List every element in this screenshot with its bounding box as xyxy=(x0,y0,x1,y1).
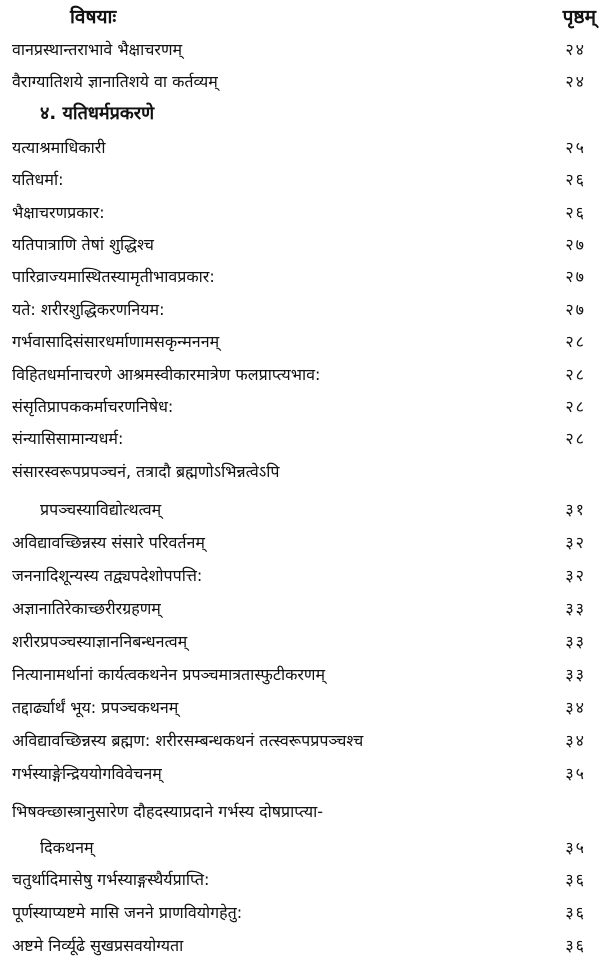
entry-page: २७ xyxy=(565,235,586,254)
entry-title: तद्दार्ढ्यार्थं भूय: प्रपञ्चकथनम् xyxy=(12,698,179,717)
list-item xyxy=(0,359,600,391)
entry-page: ३४ xyxy=(565,731,586,750)
entry-page: २८ xyxy=(565,429,586,448)
list-item xyxy=(0,758,600,790)
entry-page: ३३ xyxy=(565,665,586,684)
list-item xyxy=(0,66,600,98)
entry-page: ३६ xyxy=(565,936,586,955)
entry-page: २६ xyxy=(565,203,586,222)
entry-title: संसारस्वरूपप्रपञ्चनं, तत्रादौ ब्रह्मणोऽभिन्नत्वेऽपि xyxy=(12,462,280,481)
entry-page: ३६ xyxy=(565,870,586,889)
entry-title: अज्ञानातिरेकाच्छरीरग्रहणम् xyxy=(12,599,161,618)
entry-title: यत्याश्रमाधिकारी xyxy=(12,138,106,157)
list-item xyxy=(0,626,600,658)
entry-title: जननादिशून्यस्य तद्व्यपदेशोपपत्ति: xyxy=(12,566,203,585)
entry-title: यते: शरीरशुद्धिकरणनियम: xyxy=(12,300,165,319)
entry-title: अष्टमे निर्व्यूढे सुखप्रसवयोग्यता xyxy=(12,936,184,955)
entry-title: संन्यासिसामान्यधर्म: xyxy=(12,429,124,448)
list-item xyxy=(0,692,600,724)
list-item xyxy=(0,423,600,455)
entry-page: २७ xyxy=(565,267,586,286)
list-item xyxy=(0,659,600,691)
list-item xyxy=(0,864,600,896)
entry-page: २५ xyxy=(565,138,586,157)
entry-page: ३६ xyxy=(565,903,586,922)
list-item xyxy=(0,391,600,423)
entry-page: ३३ xyxy=(565,632,586,651)
entry-title: अविद्यावच्छिन्नस्य संसारे परिवर्तनम् xyxy=(12,533,205,552)
entry-title: अविद्यावच्छिन्नस्य ब्रह्मण: शरीरसम्बन्धकथनं तत्स्वरूपप्रपञ्चश्च xyxy=(12,731,364,750)
entry-page: २८ xyxy=(565,365,586,384)
entry-title: चतुर्थादिमासेषु गर्भस्याङ्गस्थैर्यप्राप्ति: xyxy=(12,870,210,889)
list-item xyxy=(0,261,600,293)
list-item xyxy=(0,34,600,66)
entry-page: २८ xyxy=(565,332,586,351)
entry-title: संसृतिप्रापककर्माचरणनिषेध: xyxy=(12,397,174,416)
entry-page: ३५ xyxy=(565,764,586,783)
list-item-continuation xyxy=(0,832,600,864)
list-item xyxy=(0,796,600,828)
list-item xyxy=(0,593,600,625)
entry-title: गर्भस्याङ्गेन्द्रिययोगविवेचनम् xyxy=(12,764,162,783)
entry-page: २४ xyxy=(565,40,586,59)
entry-title: पारिव्राज्यमास्थितस्यामृतीभावप्रकार: xyxy=(12,267,215,286)
list-item-continuation xyxy=(0,494,600,526)
list-item xyxy=(0,725,600,757)
entry-page: ३१ xyxy=(565,500,586,519)
entry-page: २६ xyxy=(565,170,586,189)
list-item xyxy=(0,560,600,592)
entry-title: विहितधर्मानाचरणे आश्रमस्वीकारमात्रेण फलप्राप्त्यभाव: xyxy=(12,365,321,384)
entry-title: शरीरप्रपञ्चस्याज्ञाननिबन्धनत्वम् xyxy=(12,632,188,651)
section-title: ४. यतिधर्मप्रकरणे xyxy=(40,103,155,124)
list-item xyxy=(0,164,600,196)
entry-title: प्रपञ्चस्याविद्योत्थत्वम् xyxy=(40,500,162,519)
entry-title: यतिपात्राणि तेषां शुद्धिश्च xyxy=(12,235,154,254)
entry-title: भैक्षाचरणप्रकार: xyxy=(12,203,105,222)
entry-title: दिकथनम् xyxy=(40,838,94,857)
entry-title: पूर्णस्याप्यष्टमे मासि जनने प्राणवियोगहेतु: xyxy=(12,903,243,922)
list-item xyxy=(0,132,600,164)
entry-page: ३२ xyxy=(565,533,586,552)
entry-page: ३४ xyxy=(565,698,586,717)
list-item xyxy=(0,930,600,962)
page-heading: पृष्ठम् xyxy=(562,6,596,28)
entry-title: वैराग्यातिशये ज्ञानातिशये वा कर्तव्यम् xyxy=(12,72,218,91)
list-item xyxy=(0,294,600,326)
list-item xyxy=(0,456,600,488)
subjects-heading: विषयाः xyxy=(70,6,117,28)
entry-page: ३३ xyxy=(565,599,586,618)
entry-page: ३५ xyxy=(565,838,586,857)
entry-title: गर्भवासादिसंसारधर्माणामसकृन्मननम् xyxy=(12,332,220,351)
entry-title: यतिधर्मा: xyxy=(12,170,64,189)
entry-page: ३२ xyxy=(565,566,586,585)
list-item xyxy=(0,326,600,358)
list-item xyxy=(0,897,600,929)
list-item xyxy=(0,229,600,261)
entry-title: नित्यानामर्थानां कार्यत्वकथनेन प्रपञ्चमात्रतास्फुटीकरणम् xyxy=(12,665,326,684)
entry-page: २८ xyxy=(565,397,586,416)
entry-title: भिषक्च्छास्त्रानुसारेण दौहदस्याप्रदाने गर्भस्य दोषप्राप्त्या- xyxy=(12,802,324,821)
entry-page: २४ xyxy=(565,72,586,91)
list-item xyxy=(0,197,600,229)
section-heading xyxy=(0,98,600,130)
list-item xyxy=(0,527,600,559)
entry-title: वानप्रस्थान्तराभावे भैक्षाचरणम् xyxy=(12,40,183,59)
entry-page: २७ xyxy=(565,300,586,319)
